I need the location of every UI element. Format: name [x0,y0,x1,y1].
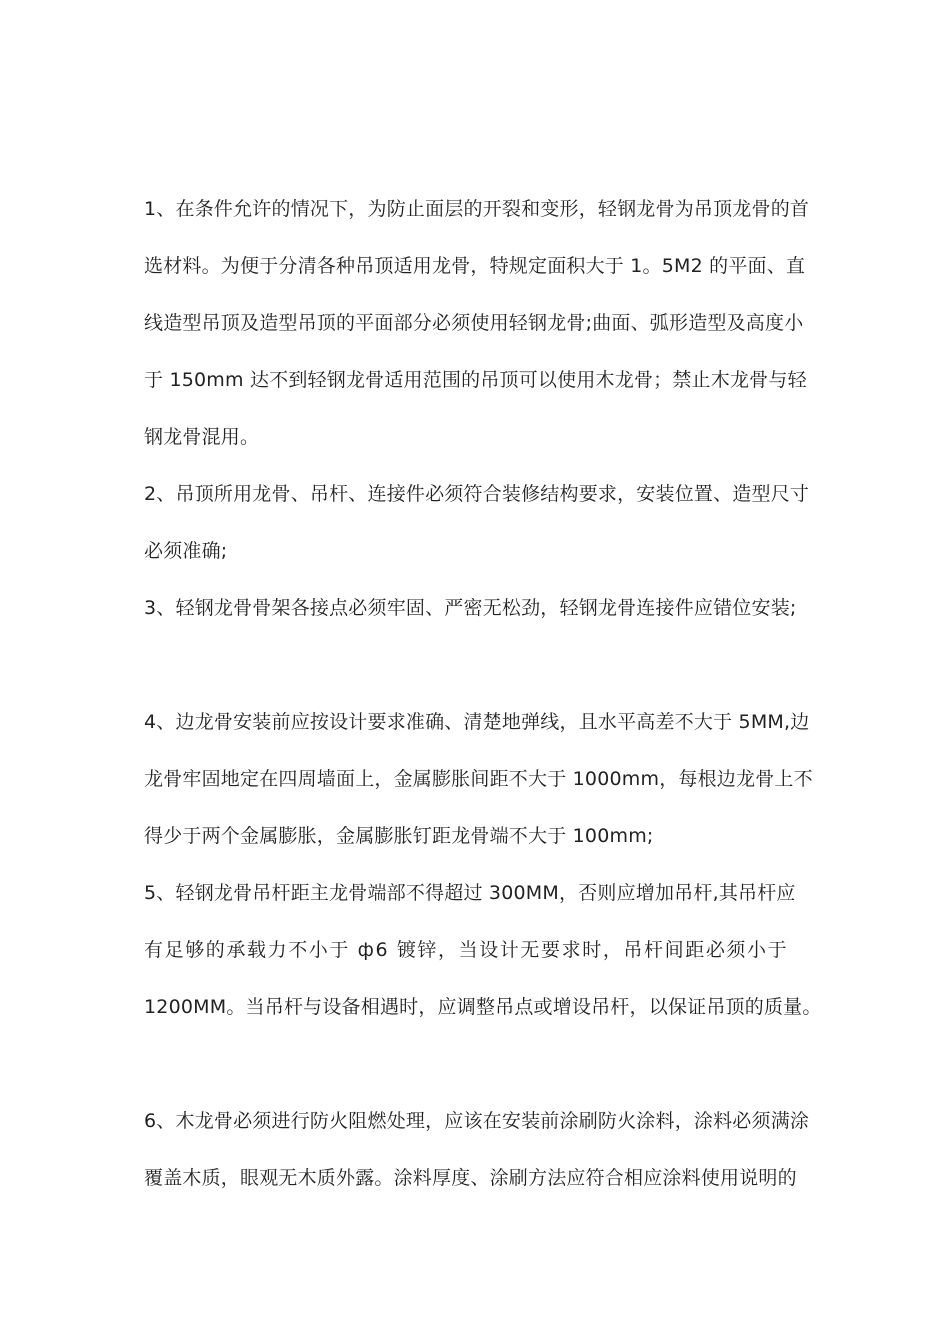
paragraph-1-line-3: 线造型吊顶及造型吊顶的平面部分必须使用轻钢龙骨;曲面、弧形造型及高度小 [144,312,804,334]
paragraph-6-line-2: 覆盖木质，眼观无木质外露。涂料厚度、涂刷方法应符合相应涂料使用说明的 [144,1167,797,1189]
paragraph-5-line-2: 有足够的承载力不小于 ф6 镀锌，当设计无要求时，吊杆间距必须小于 [144,939,789,961]
paragraph-2-line-1: 2、吊顶所用龙骨、吊杆、连接件必须符合装修结构要求，安装位置、造型尺寸 [144,483,810,505]
paragraph-4-line-3: 得少于两个金属膨胀，金属膨胀钉距龙骨端不大于 100mm; [144,825,654,847]
paragraph-4-line-1: 4、边龙骨安装前应按设计要求准确、清楚地弹线，且水平高差不大于 5MM,边 [144,711,810,733]
paragraph-1-line-2: 选材料。为便于分清各种吊顶适用龙骨，特规定面积大于 1。5M2 的平面、直 [144,255,806,277]
paragraph-2-line-2: 必须准确; [144,540,228,562]
paragraph-3-line-1: 3、轻钢龙骨骨架各接点必须牢固、严密无松劲，轻钢龙骨连接件应错位安装; [144,597,797,619]
paragraph-5-line-3: 1200MM。当吊杆与设备相遇时，应调整吊点或增设吊杆，以保证吊顶的质量。 [144,996,822,1018]
paragraph-6-line-1: 6、木龙骨必须进行防火阻燃处理，应该在安装前涂刷防火涂料，涂料必须满涂 [144,1110,810,1132]
paragraph-4-line-2: 龙骨牢固地定在四周墙面上，金属膨胀间距不大于 1000mm，每根边龙骨上不 [144,768,813,790]
paragraph-1-line-5: 钢龙骨混用。 [144,426,260,448]
paragraph-5-line-1: 5、轻钢龙骨吊杆距主龙骨端部不得超过 300MM，否则应增加吊杆,其吊杆应 [144,882,796,904]
paragraph-1-line-1: 1、在条件允许的情况下，为防止面层的开裂和变形，轻钢龙骨为吊顶龙骨的首 [144,198,810,220]
paragraph-1-line-4: 于 150mm 达不到轻钢龙骨适用范围的吊顶可以使用木龙骨；禁止木龙骨与轻 [144,369,807,391]
